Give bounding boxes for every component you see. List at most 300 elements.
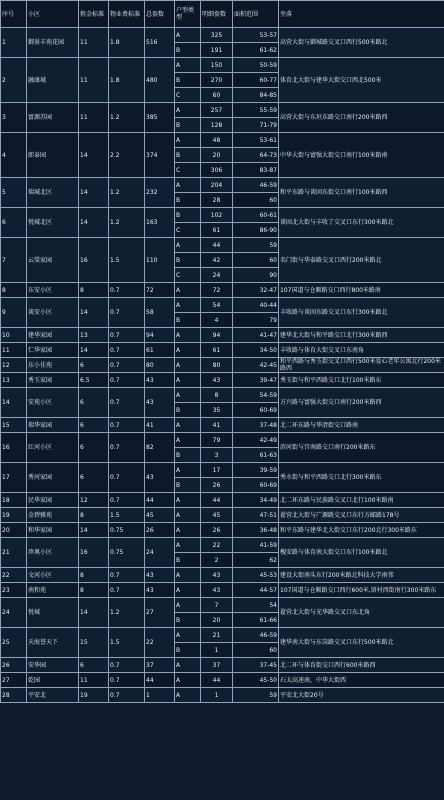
cell-count: 102 (201, 208, 233, 223)
cell-area: 71-79 (233, 118, 279, 133)
cell-location: 秀玉街与和平西路交口北行100米路东 (279, 373, 444, 388)
cell-count: 22 (201, 538, 233, 553)
cell-fee: 0.7 (109, 658, 145, 673)
table-row (1, 28, 444, 43)
cell-fee: 1.5 (109, 508, 145, 523)
cell-no: 2 (1, 58, 27, 103)
cell-area: 55-59 (233, 103, 279, 118)
cell-rent: 14 (79, 598, 109, 628)
cell-rent: 8 (79, 508, 109, 523)
cell-type: A (175, 298, 201, 313)
cell-total: 110 (145, 238, 175, 283)
cell-no: 20 (1, 523, 27, 538)
table-row (1, 298, 444, 313)
cell-no: 7 (1, 238, 27, 283)
cell-area: 36-48 (233, 523, 279, 538)
cell-area: 46-59 (233, 178, 279, 193)
cell-count: 17 (201, 463, 233, 478)
cell-count: 41 (201, 418, 233, 433)
cell-location: 和平东路与建华北大街交口东行200北行300米路东 (279, 523, 444, 538)
cell-rent: 15 (79, 628, 109, 658)
cell-type: B (175, 448, 201, 463)
cell-rent: 6 (79, 418, 109, 433)
cell-total: 43 (145, 568, 175, 583)
cell-fee: 0.7 (109, 688, 145, 703)
cell-type: A (175, 328, 201, 343)
cell-type: A (175, 538, 201, 553)
cell-no: 9 (1, 298, 27, 328)
cell-type: A (175, 493, 201, 508)
cell-count: 257 (201, 103, 233, 118)
cell-count: 128 (201, 118, 233, 133)
cell-fee: 0.7 (109, 328, 145, 343)
cell-fee: 1.2 (109, 103, 145, 133)
cell-count: 37 (201, 658, 233, 673)
cell-no: 1 (1, 28, 27, 58)
cell-rent: 6 (79, 433, 109, 463)
cell-no: 26 (1, 658, 27, 673)
cell-total: 516 (145, 28, 175, 58)
table-row (1, 208, 444, 223)
cell-rent: 14 (79, 343, 109, 358)
table-row (1, 583, 444, 598)
cell-rent: 8 (79, 568, 109, 583)
cell-count: 28 (201, 193, 233, 208)
cell-no: 12 (1, 358, 27, 373)
table-row (1, 388, 444, 403)
cell-count: 43 (201, 583, 233, 598)
table-row (1, 373, 444, 388)
cell-area: 47-51 (233, 508, 279, 523)
table-row (1, 598, 444, 613)
cell-area: 60 (233, 193, 279, 208)
cell-location: 建华南大街与东岗路交叉口东行500米路北 (279, 628, 444, 658)
cell-fee: 1.8 (109, 58, 145, 103)
cell-rent: 14 (79, 208, 109, 238)
cell-fee: 1.2 (109, 178, 145, 208)
cell-count: 44 (201, 673, 233, 688)
cell-count: 20 (201, 613, 233, 628)
cell-location: 北二环东路与华清街交口路南 (279, 418, 444, 433)
cell-total: 61 (145, 343, 175, 358)
cell-rent: 11 (79, 673, 109, 688)
cell-name: 悦城北区 (27, 208, 79, 238)
cell-type: B (175, 43, 201, 58)
cell-no: 10 (1, 328, 27, 343)
cell-no: 24 (1, 598, 27, 628)
cell-fee: 1.8 (109, 28, 145, 58)
cell-area: 46-59 (233, 628, 279, 643)
cell-area: 41-59 (233, 538, 279, 553)
cell-type: A (175, 343, 201, 358)
cell-rent: 16 (79, 238, 109, 283)
cell-rent: 6 (79, 463, 109, 493)
cell-type: A (175, 373, 201, 388)
cell-location: 谈固北大街与丰收了交叉口东行300米路北 (279, 208, 444, 238)
cell-rent: 11 (79, 103, 109, 133)
cell-area: 54-59 (233, 388, 279, 403)
cell-area: 37-45 (233, 658, 279, 673)
header-name: 小区 (27, 1, 79, 28)
cell-no: 13 (1, 373, 27, 388)
cell-rent: 8 (79, 283, 109, 298)
cell-total: 82 (145, 433, 175, 463)
cell-rent: 6 (79, 388, 109, 418)
cell-location: 北二环与体育街交口西行600米路西 (279, 658, 444, 673)
header-location: 坐落 (279, 1, 444, 28)
cell-total: 22 (145, 628, 175, 658)
cell-total: 385 (145, 103, 175, 133)
table-row (1, 493, 444, 508)
table-row (1, 418, 444, 433)
cell-no: 6 (1, 208, 27, 238)
cell-no: 16 (1, 433, 27, 463)
cell-location: 107国道与仓顺路交口西行600米,留村西街南行300米路东 (279, 583, 444, 598)
cell-type: B (175, 118, 201, 133)
cell-name: 金碧雅苑 (27, 508, 79, 523)
cell-name: 融康城 (27, 58, 79, 103)
cell-area: 61-62 (233, 43, 279, 58)
header-type: 户型类型 (175, 1, 201, 28)
cell-no: 14 (1, 388, 27, 418)
table-row (1, 463, 444, 478)
cell-name: 秀玉家园 (27, 373, 79, 388)
cell-count: 79 (201, 433, 233, 448)
cell-fee: 0.7 (109, 343, 145, 358)
cell-name: 乾园 (27, 673, 79, 688)
cell-fee: 0.75 (109, 523, 145, 538)
cell-location: 高营大街与东垣东路交口南行200米路西 (279, 103, 444, 133)
cell-name: 东小佳苑 (27, 358, 79, 373)
cell-count: 44 (201, 493, 233, 508)
cell-type: A (175, 283, 201, 298)
table-row (1, 433, 444, 448)
table-row (1, 508, 444, 523)
header-fee: 物业费标准 (109, 1, 145, 28)
cell-total: 37 (145, 658, 175, 673)
cell-location: 建华北大街与和平路交口北行300米路西 (279, 328, 444, 343)
cell-count: 1 (201, 688, 233, 703)
cell-location: 丰收路与体育大街交叉口东南角 (279, 343, 444, 358)
cell-fee: 2.2 (109, 133, 145, 178)
cell-name: 瑞城北区 (27, 178, 79, 208)
cell-count: 43 (201, 568, 233, 583)
cell-fee: 0.7 (109, 358, 145, 373)
cell-type: A (175, 238, 201, 253)
cell-area: 40-44 (233, 298, 279, 313)
table-body (1, 28, 444, 703)
cell-type: A (175, 568, 201, 583)
cell-fee: 0.7 (109, 283, 145, 298)
cell-area: 59 (233, 688, 279, 703)
cell-type: C (175, 268, 201, 283)
cell-area: 39-47 (233, 373, 279, 388)
table-row (1, 568, 444, 583)
cell-count: 204 (201, 178, 233, 193)
cell-type: B (175, 643, 201, 658)
table-row (1, 538, 444, 553)
cell-area: 39-59 (233, 463, 279, 478)
cell-location: 翟营北大街与广源路交叉口东行方邮路178号 (279, 508, 444, 523)
cell-rent: 11 (79, 28, 109, 58)
cell-no: 25 (1, 628, 27, 658)
cell-area: 61-66 (233, 613, 279, 628)
cell-name: 东安小区 (27, 283, 79, 298)
cell-count: 20 (201, 148, 233, 163)
cell-area: 50-59 (233, 58, 279, 73)
cell-area: 34-49 (233, 493, 279, 508)
cell-type: A (175, 583, 201, 598)
cell-total: 24 (145, 538, 175, 568)
cell-no: 3 (1, 103, 27, 133)
cell-fee: 1.2 (109, 598, 145, 628)
cell-count: 270 (201, 73, 233, 88)
cell-type: A (175, 103, 201, 118)
table-row (1, 358, 444, 373)
table-row (1, 238, 444, 253)
cell-no: 18 (1, 493, 27, 508)
cell-count: 80 (201, 358, 233, 373)
table-row (1, 283, 444, 298)
cell-type: B (175, 208, 201, 223)
cell-count: 7 (201, 598, 233, 613)
cell-area: 90 (233, 268, 279, 283)
cell-type: B (175, 553, 201, 568)
table-row (1, 58, 444, 73)
cell-count: 43 (201, 373, 233, 388)
cell-no: 15 (1, 418, 27, 433)
cell-location: 体育北大街与建华大街交口西北500米 (279, 58, 444, 103)
cell-total: 43 (145, 463, 175, 493)
cell-fee: 0.7 (109, 298, 145, 328)
cell-area: 42-49 (233, 433, 279, 448)
cell-type: A (175, 358, 201, 373)
cell-name: 安苑小区 (27, 388, 79, 418)
cell-total: 480 (145, 58, 175, 103)
cell-name: 文河小区 (27, 568, 79, 583)
table-row (1, 673, 444, 688)
cell-area: 60-69 (233, 403, 279, 418)
cell-no: 19 (1, 508, 27, 523)
cell-location: 中华大街与富强大街交口南行100米路南 (279, 133, 444, 178)
cell-area: 60-61 (233, 208, 279, 223)
cell-name: 和华家园 (27, 523, 79, 538)
cell-type: B (175, 73, 201, 88)
cell-count: 8 (201, 388, 233, 403)
cell-type: C (175, 88, 201, 103)
cell-fee: 0.7 (109, 673, 145, 688)
cell-total: 45 (145, 508, 175, 523)
cell-type: A (175, 388, 201, 403)
cell-area: 54 (233, 598, 279, 613)
table-row (1, 523, 444, 538)
cell-type: A (175, 418, 201, 433)
cell-name: 南和苑 (27, 583, 79, 598)
cell-fee: 0.7 (109, 493, 145, 508)
cell-location: 建设大街南头东行200米路北科技大学南邻 (279, 568, 444, 583)
cell-no: 21 (1, 538, 27, 568)
cell-total: 72 (145, 283, 175, 298)
table-row (1, 688, 444, 703)
cell-count: 44 (201, 238, 233, 253)
cell-rent: 16 (79, 538, 109, 568)
table-row (1, 628, 444, 643)
cell-total: 44 (145, 493, 175, 508)
cell-no: 4 (1, 133, 27, 178)
cell-count: 35 (201, 403, 233, 418)
cell-area: 42-45 (233, 358, 279, 373)
cell-location: 方兴路与富强大街交口南行200米路西 (279, 388, 444, 418)
cell-name: 建华家园 (27, 328, 79, 343)
cell-count: 61 (201, 343, 233, 358)
cell-count: 325 (201, 28, 233, 43)
cell-area: 83-87 (233, 163, 279, 178)
cell-location: 翟营北大街与光华路交叉口东北角 (279, 598, 444, 628)
header-area: 面积范围 (233, 1, 279, 28)
cell-rent: 6 (79, 658, 109, 673)
cell-type: A (175, 628, 201, 643)
cell-type: B (175, 478, 201, 493)
cell-count: 2 (201, 553, 233, 568)
cell-count: 306 (201, 163, 233, 178)
cell-count: 26 (201, 523, 233, 538)
cell-name: 珍奥小区 (27, 538, 79, 568)
table-row (1, 178, 444, 193)
cell-name: 安华园 (27, 658, 79, 673)
cell-name: 瑞华家园 (27, 418, 79, 433)
cell-total: 41 (145, 418, 175, 433)
cell-location: 和平西路与秀玉街交叉口西行500米爱心老年公寓北行200米路西 (279, 358, 444, 373)
table-row (1, 343, 444, 358)
cell-type: B (175, 193, 201, 208)
cell-area: 84-85 (233, 88, 279, 103)
cell-type: B (175, 403, 201, 418)
cell-total: 374 (145, 133, 175, 178)
cell-count: 48 (201, 133, 233, 148)
cell-name: 天海誉天下 (27, 628, 79, 658)
cell-name: 秀河家园 (27, 463, 79, 493)
cell-area: 60 (233, 643, 279, 658)
cell-total: 94 (145, 328, 175, 343)
cell-no: 8 (1, 283, 27, 298)
cell-total: 44 (145, 673, 175, 688)
cell-fee: 1.5 (109, 238, 145, 283)
table-row (1, 328, 444, 343)
cell-count: 72 (201, 283, 233, 298)
cell-area: 41-47 (233, 328, 279, 343)
cell-type: A (175, 463, 201, 478)
cell-location: 平安北大街20号 (279, 688, 444, 703)
cell-location: 槐安路与体育南大街交口东行100米路北 (279, 538, 444, 568)
cell-location: 和平东路与谈固东街交口南行100米路西 (279, 178, 444, 208)
cell-area: 64-73 (233, 148, 279, 163)
cell-total: 43 (145, 583, 175, 598)
cell-location: 名门街与华泰路交叉口西行200米路北 (279, 238, 444, 283)
cell-area: 60-69 (233, 478, 279, 493)
cell-area: 61-63 (233, 448, 279, 463)
cell-rent: 8 (79, 583, 109, 598)
cell-area: 44-57 (233, 583, 279, 598)
cell-fee: 0.7 (109, 463, 145, 493)
cell-type: A (175, 178, 201, 193)
cell-fee: 0.7 (109, 418, 145, 433)
cell-type: C (175, 223, 201, 238)
cell-total: 43 (145, 373, 175, 388)
cell-total: 43 (145, 388, 175, 418)
cell-count: 42 (201, 253, 233, 268)
cell-area: 59 (233, 238, 279, 253)
cell-rent: 14 (79, 523, 109, 538)
cell-rent: 6 (79, 358, 109, 373)
cell-type: B (175, 148, 201, 163)
cell-fee: 0.7 (109, 433, 145, 463)
header-no: 序号 (1, 1, 27, 28)
cell-area: 86-90 (233, 223, 279, 238)
cell-type: A (175, 598, 201, 613)
cell-location: 高营大街与御城路交叉口西行500米路北 (279, 28, 444, 58)
cell-count: 61 (201, 223, 233, 238)
cell-count: 1 (201, 643, 233, 658)
cell-type: A (175, 58, 201, 73)
cell-fee: 0.75 (109, 538, 145, 568)
cell-no: 23 (1, 583, 27, 598)
cell-name: 仁华家园 (27, 343, 79, 358)
cell-rent: 19 (79, 688, 109, 703)
cell-type: C (175, 163, 201, 178)
cell-area: 37-48 (233, 418, 279, 433)
cell-area: 60-77 (233, 73, 279, 88)
cell-rent: 14 (79, 298, 109, 328)
cell-count: 60 (201, 88, 233, 103)
header-count: 明细套数 (201, 1, 233, 28)
cell-area: 53-61 (233, 133, 279, 148)
cell-rent: 6.5 (79, 373, 109, 388)
cell-name: 云棠家园 (27, 238, 79, 283)
cell-location: 石太高速南，中华大街西 (279, 673, 444, 688)
cell-count: 26 (201, 478, 233, 493)
cell-location: 秀水街与和平西路交口北行300米路东 (279, 463, 444, 493)
cell-total: 27 (145, 598, 175, 628)
cell-area: 32-47 (233, 283, 279, 298)
cell-no: 11 (1, 343, 27, 358)
cell-location: 北二环东路与民族路交叉口北行100米路南 (279, 493, 444, 508)
table-row (1, 133, 444, 148)
cell-total: 80 (145, 358, 175, 373)
cell-name: 民华家园 (27, 493, 79, 508)
cell-fee: 0.7 (109, 388, 145, 418)
cell-fee: 1.2 (109, 208, 145, 238)
cell-type: A (175, 523, 201, 538)
cell-name: 红河小区 (27, 433, 79, 463)
cell-count: 4 (201, 313, 233, 328)
cell-count: 150 (201, 58, 233, 73)
cell-area: 45-53 (233, 568, 279, 583)
cell-rent: 14 (79, 133, 109, 178)
cell-fee: 0.7 (109, 373, 145, 388)
cell-name: 郎泰园 (27, 133, 79, 178)
cell-total: 58 (145, 298, 175, 328)
cell-count: 94 (201, 328, 233, 343)
cell-rent: 13 (79, 328, 109, 343)
cell-type: A (175, 133, 201, 148)
cell-area: 34-50 (233, 343, 279, 358)
cell-type: A (175, 688, 201, 703)
cell-fee: 0.7 (109, 568, 145, 583)
cell-rent: 12 (79, 493, 109, 508)
cell-rent: 11 (79, 58, 109, 103)
cell-no: 5 (1, 178, 27, 208)
cell-count: 24 (201, 268, 233, 283)
